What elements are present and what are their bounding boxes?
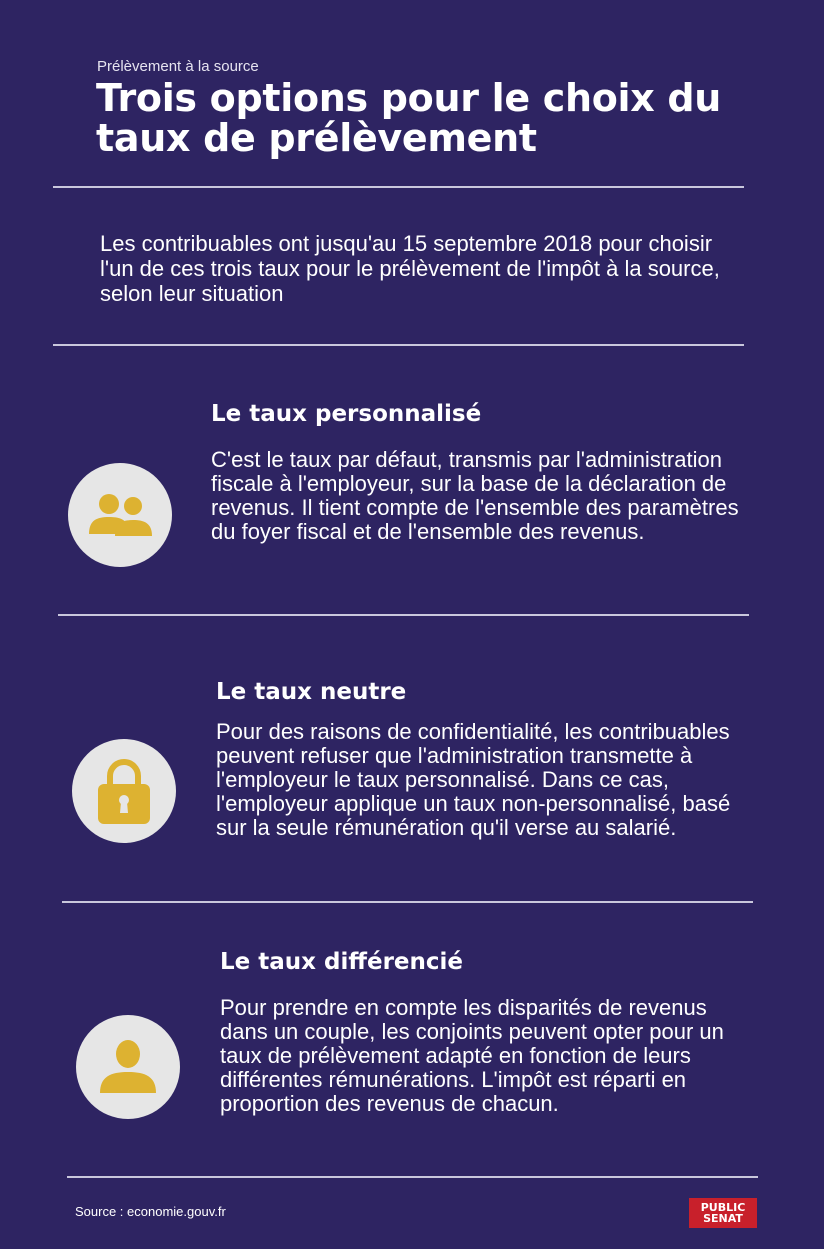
logo-line: SENAT xyxy=(703,1212,743,1225)
section-title: Le taux neutre xyxy=(216,679,407,705)
logo-line: PUBLIC xyxy=(700,1201,746,1214)
person-icon xyxy=(98,1039,158,1095)
page-title: Trois options pour le choix du taux de prélèvement xyxy=(96,76,722,160)
icon-circle xyxy=(68,463,172,567)
divider xyxy=(58,614,749,616)
section-title: Le taux différencié xyxy=(220,949,464,975)
kicker: Prélèvement à la source xyxy=(97,58,259,75)
padlock-icon xyxy=(94,756,154,826)
divider xyxy=(67,1176,758,1178)
icon-circle xyxy=(76,1015,180,1119)
intro-text: Les contribuables ont jusqu'au 15 septembre 2018 pour choisir l'un de ces trois taux pour le prélèvement de l'impôt à la source, selon leur situation xyxy=(100,231,720,306)
two-people-icon xyxy=(83,490,157,540)
section-body: Pour prendre en compte les disparités de revenus dans un couple, les conjoints peuvent opter pour un taux de prélèvement adapté en fonction de leurs différentes rémunérations. L'impôt est réparti en proportion des revenus de chacun. xyxy=(220,995,724,1116)
section-body: Pour des raisons de confidentialité, les contribuables peuvent refuser que l'administration transmette à l'employeur le taux personnalisé. Dans ce cas, l'employeur applique un taux non-personnalisé, basé sur la seule rémunération qu'il verse au salarié. xyxy=(216,719,731,840)
icon-circle xyxy=(72,739,176,843)
public-senat-logo xyxy=(689,1198,757,1228)
section-title: Le taux personnalisé xyxy=(211,401,482,427)
divider xyxy=(53,344,744,346)
divider xyxy=(53,186,744,188)
source-text: Source : economie.gouv.fr xyxy=(75,1204,226,1219)
section-body: C'est le taux par défaut, transmis par l'administration fiscale à l'employeur, sur la base de la déclaration de revenus. Il tient compte de l'ensemble des paramètres du foyer fiscal et de l'ensemble des revenus. xyxy=(211,447,739,544)
divider xyxy=(62,901,753,903)
